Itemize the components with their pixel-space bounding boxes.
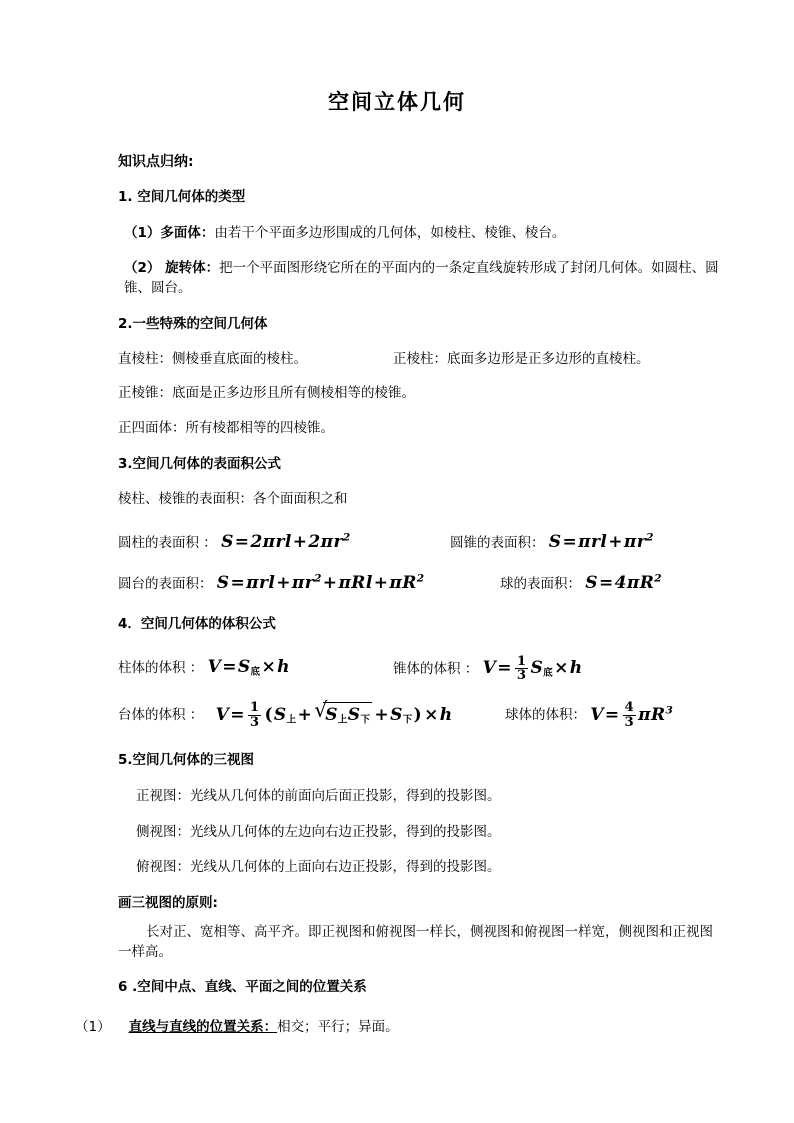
section-5-heading: 5.空间几何体的三视图 (118, 752, 255, 769)
frustum-surface-area-formula: $S=\pi rl+\pi r^2+\pi Rl+\pi R^2$ (216, 571, 425, 593)
sphere-volume-label: 球体的体积： (505, 707, 586, 724)
section-6-item-1 (75, 1018, 794, 1038)
top-view-definition: 俯视图：光线从几何体的上面向右边正投影，得到的投影图。 (136, 859, 501, 876)
line-line-relation-label: 直线与直线的位置关系： (128, 1018, 278, 1035)
cylinder-surface-area-formula: $S=2\pi rl+2\pi r^2$ (221, 531, 351, 552)
overview-heading: 知识点归纳: (118, 154, 194, 170)
volume-row-2 (0, 698, 794, 730)
section-1-item-2 (124, 259, 722, 298)
prism-volume-label: 柱体的体积 ： (118, 659, 204, 676)
section-2-heading: 2.一些特殊的空间几何体 (118, 315, 268, 332)
polyhedron-text: 由若干个平面多边形围成的几何体，如棱柱、棱锥、棱台。 (214, 224, 566, 241)
sphere-surface-area-formula: $S=4\pi R^2$ (585, 571, 662, 593)
cylinder-surface-area (118, 530, 351, 555)
frustum-volume-label: 台体的体积 ： (118, 707, 204, 724)
line-line-relation-text: 相交；平行；异面。 (277, 1018, 399, 1035)
cone-surface-area-label: 圆锥的表面积： (450, 534, 545, 551)
three-view-rule-heading: 画三视图的原则: (118, 894, 218, 911)
cone-surface-area (450, 530, 654, 555)
side-view-definition: 侧视图：光线从几何体的左边向右边正投影，得到的投影图。 (136, 823, 501, 840)
frustum-surface-area-label: 圆台的表面积： (118, 575, 213, 592)
section-1-heading: 1. 空间几何体的类型 (118, 189, 246, 206)
solid-of-revolution-label: （2） 旋转体： (124, 260, 220, 277)
front-view-definition: 正视图：光线从几何体的前面向后面正投影，得到的投影图。 (136, 788, 501, 804)
section-6-heading: 6 .空间中点、直线、平面之间的位置关系 (118, 979, 367, 996)
sphere-surface-area (500, 571, 662, 596)
sphere-surface-area-label: 球的表面积： (500, 575, 581, 592)
regular-prism-definition: 正棱柱：底面多边形是正多边形的直棱柱。 (393, 351, 650, 368)
section-4-heading: 4．空间几何体的体积公式 (118, 616, 276, 633)
cone-surface-area-formula: $S=\pi rl+\pi r^2$ (548, 531, 654, 552)
frustum-volume (118, 698, 453, 730)
pyramid-volume (393, 655, 583, 683)
polyhedron-label: （1）多面体： (124, 224, 215, 241)
section-1-item-1 (124, 224, 794, 244)
page-title: 空间立体几何 (328, 89, 466, 114)
frustum-surface-area (118, 571, 424, 596)
sphere-volume (505, 701, 673, 729)
solid-of-revolution-text: 把一个平面图形绕它所在的平面内的一条定直线旋转形成了封闭几何体。如圆柱、圆锥、圆台。 (124, 260, 719, 296)
prism-volume-formula: $V=S_底\times h$ (207, 656, 290, 678)
item-number: （1） (75, 1018, 111, 1035)
section-3-heading: 3.空间几何体的表面积公式 (118, 455, 282, 472)
regular-tetrahedron-definition: 正四面体：所有棱都相等的四棱锥。 (118, 420, 334, 437)
surface-area-row-2 (0, 571, 794, 596)
regular-pyramid-definition: 正棱锥：底面是正多边形且所有侧棱相等的棱锥。 (118, 384, 415, 401)
sphere-volume-formula: V= $\frac{4}{3}$ $\pi R^3$ (590, 700, 674, 730)
right-prism-definition: 直棱柱：侧棱垂直底面的棱柱。 (118, 351, 307, 368)
volume-row-1 (0, 653, 794, 684)
pyramid-volume-label: 锥体的体积 ： (393, 660, 479, 677)
prism-volume (118, 655, 290, 680)
prism-pyramid-surface-area: 棱柱、棱锥的表面积：各个面面积之和 (118, 491, 348, 508)
cylinder-surface-area-label: 圆柱的表面积 ： (118, 534, 217, 551)
section-2-row-1 (0, 350, 794, 370)
surface-area-row-1 (0, 530, 794, 555)
frustum-volume-formula: V= $\frac{1}{3}$ ($S_上+$ √ $S_上S_下 +S_下) \times h$ (215, 698, 453, 730)
three-view-rule-text: 长对正、宽相等、高平齐。即正视图和俯视图一样长，侧视图和俯视图一样宽，侧视图和正视图一样高。 (118, 924, 713, 960)
pyramid-volume-formula: V= $\frac{1}{3}$ $S_底\times h$ (482, 653, 583, 684)
